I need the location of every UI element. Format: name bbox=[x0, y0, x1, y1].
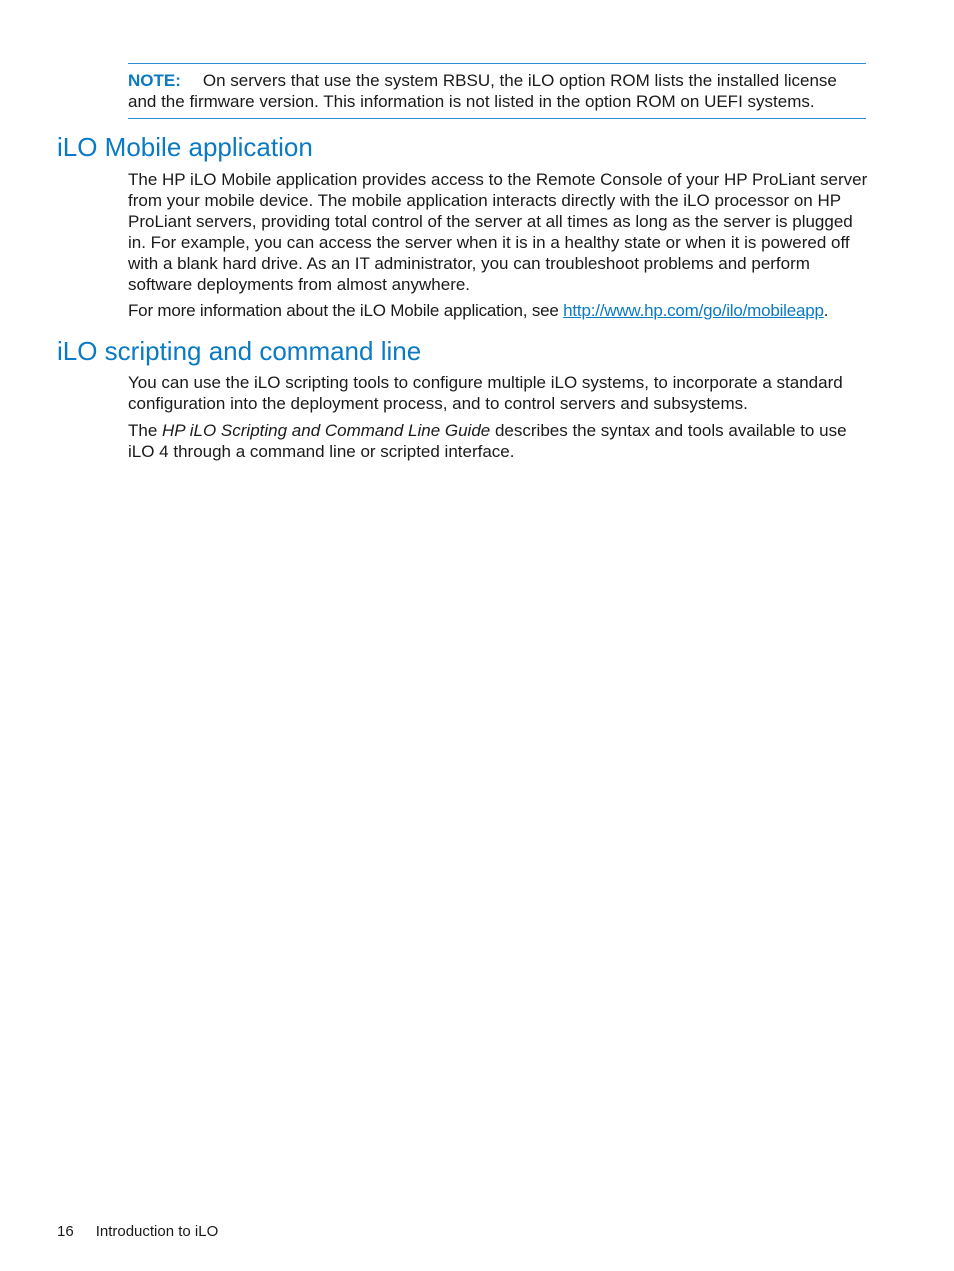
note-label: NOTE: bbox=[128, 71, 181, 90]
more-info-suffix: . bbox=[823, 301, 829, 320]
guide-suffix: describes the syntax and tools available to use iLO 4 through a command line or scripted interface. bbox=[128, 421, 847, 461]
mobile-app-description: The HP iLO Mobile application provides access to the Remote Console of your HP ProLiant server from your mobile device. The mobile application interacts directly with the iLO processor on HP ProLiant servers, providing total control of the server at all times as long as the server is plugged in. For example, you can access the server when it is in a healthy state or when it is powered off with a blank hard drive. As an IT administrator, you can troubleshoot problems and perform software deployments from almost anywhere. bbox=[128, 170, 868, 294]
guide-prefix: The bbox=[128, 421, 163, 440]
scripting-guide-reference bbox=[128, 420, 868, 462]
note-box bbox=[128, 63, 866, 119]
heading-ilo-scripting: iLO scripting and command line bbox=[57, 336, 422, 366]
footer-section-title: Introduction to iLO bbox=[95, 1223, 219, 1240]
scripting-description: You can use the iLO scripting tools to configure multiple iLO systems, to incorporate a standard configuration into the deployment process, and to control servers and subsystems. bbox=[128, 373, 843, 413]
page-number: 16 bbox=[57, 1223, 74, 1240]
heading-ilo-mobile-application: iLO Mobile application bbox=[57, 132, 313, 162]
page-footer bbox=[57, 1222, 218, 1242]
mobile-app-link[interactable]: http://www.hp.com/go/ilo/mobileapp bbox=[563, 301, 824, 320]
more-info-prefix: For more information about the iLO Mobile application, see bbox=[128, 301, 564, 320]
mobile-app-more-info bbox=[128, 300, 868, 321]
note-text: On servers that use the system RBSU, the iLO option ROM lists the installed license and the firmware version. This information is not listed in the option ROM on UEFI systems. bbox=[128, 71, 837, 111]
guide-title: HP iLO Scripting and Command Line Guide bbox=[162, 421, 491, 440]
